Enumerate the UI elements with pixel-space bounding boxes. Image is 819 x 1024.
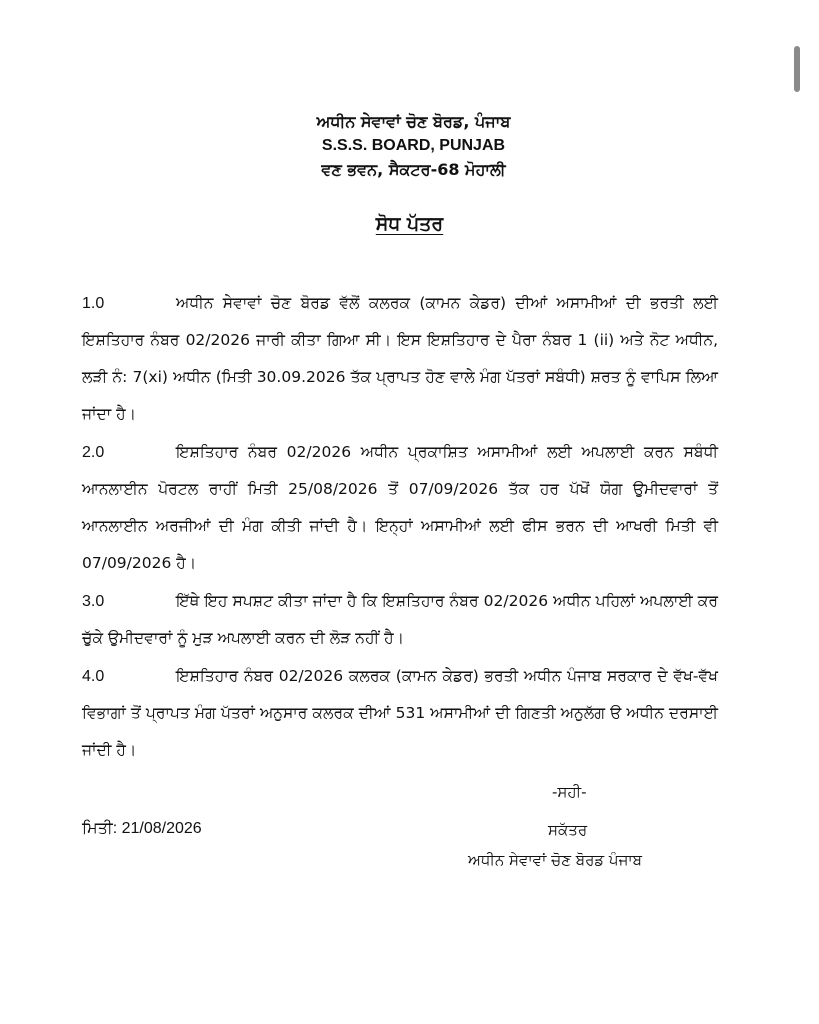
- letterhead: [0, 110, 819, 182]
- paragraph-text: ਇਸ਼ਤਿਹਾਰ ਨੰਬਰ 02/2026 ਕਲਰਕ (ਕਾਮਨ ਕੇਡਰ) ਭਰਤੀ ਅਧੀਨ ਪੰਜਾਬ ਸਰਕਾਰ ਦੇ ਵੱਖ-ਵੱਖ ਵਿਭਾਗਾਂ ਤੋਂ ਪ੍ਰਾਪਤ ਮੰਗ ਪੱਤਰਾਂ ਅਨੁਸਾਰ ਕਲਰਕ ਦੀਆਂ 531 ਅਸਾਮੀਆਂ ਦੀ ਗਿਣਤੀ ਅਨੁਲੱਗ ੳ ਅਧੀਨ ਦਰਸਾਈ ਜਾਂਦੀ ਹੈ।: [82, 667, 718, 759]
- paragraph-1: 1.0 ਅਧੀਨ ਸੇਵਾਵਾਂ ਚੋਣ ਬੋਰਡ ਵੱਲੋਂ ਕਲਰਕ (ਕਾਮਨ ਕੇਡਰ) ਦੀਆਂ ਅਸਾਮੀਆਂ ਦੀ ਭਰਤੀ ਲਈ ਇਸ਼ਤਿਹਾਰ ਨੰਬਰ 02/2026 ਜਾਰੀ ਕੀਤਾ ਗਿਆ ਸੀ। ਇਸ ਇਸ਼ਤਿਹਾਰ ਦੇ ਪੈਰਾ ਨੰਬਰ 1 (ii) ਅਤੇ ਨੋਟ ਅਧੀਨ, ਲੜੀ ਨੰ: 7(xi) ਅਧੀਨ (ਮਿਤੀ 30.09.2026 ਤੱਕ ਪ੍ਰਾਪਤ ਹੋਣ ਵਾਲੇ ਮੰਗ ਪੱਤਰਾਂ ਸਬੰਧੀ) ਸ਼ਰਤ ਨੂੰ ਵਾਪਿਸ ਲਿਆ ਜਾਂਦਾ ਹੈ।: [82, 294, 718, 423]
- document-title: [0, 210, 819, 238]
- paragraph-3: 3.0 ਇੱਥੇ ਇਹ ਸਪਸ਼ਟ ਕੀਤਾ ਜਾਂਦਾ ਹੈ ਕਿ ਇਸ਼ਤਿਹਾਰ ਨੰਬਰ 02/2026 ਅਧੀਨ ਪਹਿਲਾਂ ਅਪਲਾਈ ਕਰ ਚੁੱਕੇ ਉਮੀਦਵਾਰਾਂ ਨੂੰ ਮੁੜ ਅਪਲਾਈ ਕਰਨ ਦੀ ਲੋੜ ਨਹੀਂ ਹੈ।: [82, 592, 718, 647]
- paragraph-text: ਇਸ਼ਤਿਹਾਰ ਨੰਬਰ 02/2026 ਅਧੀਨ ਪ੍ਰਕਾਸ਼ਿਤ ਅਸਾਮੀਆਂ ਲਈ ਅਪਲਾਈ ਕਰਨ ਸਬੰਧੀ ਆਨਲਾਈਨ ਪੋਰਟਲ ਰਾਹੀਂ ਮਿਤੀ 25/08/2026 ਤੋਂ 07/09/2026 ਤੱਕ ਹਰ ਪੱਖੋਂ ਯੋਗ ਉਮੀਦਵਾਰਾਂ ਤੋਂ ਆਨਲਾਈਨ ਅਰਜੀਆਂ ਦੀ ਮੰਗ ਕੀਤੀ ਜਾਂਦੀ ਹੈ। ਇਨ੍ਹਾਂ ਅਸਾਮੀਆਂ ਲਈ ਫੀਸ ਭਰਨ ਦੀ ਆਖਰੀ ਮਿਤੀ ਵੀ 07/09/2026 ਹੈ।: [82, 443, 718, 572]
- signatory-designation: ਸਕੱਤਰ: [548, 821, 588, 839]
- signatory-board: ਅਧੀਨ ਸੇਵਾਵਾਂ ਚੋਣ ਬੋਰਡ ਪੰਜਾਬ: [468, 851, 643, 869]
- letterhead-board-name-english: S.S.S. BOARD, PUNJAB: [321, 137, 506, 154]
- document-title-text: ਸੋਧ ਪੱਤਰ: [375, 213, 444, 235]
- issue-date: ਮਿਤੀ: 21/08/2026: [82, 820, 202, 837]
- scrollbar[interactable]: [794, 46, 800, 92]
- paragraph-text: ਅਧੀਨ ਸੇਵਾਵਾਂ ਚੋਣ ਬੋਰਡ ਵੱਲੋਂ ਕਲਰਕ (ਕਾਮਨ ਕੇਡਰ) ਦੀਆਂ ਅਸਾਮੀਆਂ ਦੀ ਭਰਤੀ ਲਈ ਇਸ਼ਤਿਹਾਰ ਨੰਬਰ 02/2026 ਜਾਰੀ ਕੀਤਾ ਗਿਆ ਸੀ। ਇਸ ਇਸ਼ਤਿਹਾਰ ਦੇ ਪੈਰਾ ਨੰਬਰ 1 (ii) ਅਤੇ ਨੋਟ ਅਧੀਨ, ਲੜੀ ਨੰ: 7(xi) ਅਧੀਨ (ਮਿਤੀ 30.09.2026 ਤੱਕ ਪ੍ਰਾਪਤ ਹੋਣ ਵਾਲੇ ਮੰਗ ਪੱਤਰਾਂ ਸਬੰਧੀ) ਸ਼ਰਤ ਨੂੰ ਵਾਪਿਸ ਲਿਆ ਜਾਂਦਾ ਹੈ।: [82, 294, 718, 423]
- paragraph-4: 4.0 ਇਸ਼ਤਿਹਾਰ ਨੰਬਰ 02/2026 ਕਲਰਕ (ਕਾਮਨ ਕੇਡਰ) ਭਰਤੀ ਅਧੀਨ ਪੰਜਾਬ ਸਰਕਾਰ ਦੇ ਵੱਖ-ਵੱਖ ਵਿਭਾਗਾਂ ਤੋਂ ਪ੍ਰਾਪਤ ਮੰਗ ਪੱਤਰਾਂ ਅਨੁਸਾਰ ਕਲਰਕ ਦੀਆਂ 531 ਅਸਾਮੀਆਂ ਦੀ ਗਿਣਤੀ ਅਨੁਲੱਗ ੳ ਅਧੀਨ ਦਰਸਾਈ ਜਾਂਦੀ ਹੈ।: [82, 667, 718, 759]
- paragraph-2: 2.0 ਇਸ਼ਤਿਹਾਰ ਨੰਬਰ 02/2026 ਅਧੀਨ ਪ੍ਰਕਾਸ਼ਿਤ ਅਸਾਮੀਆਂ ਲਈ ਅਪਲਾਈ ਕਰਨ ਸਬੰਧੀ ਆਨਲਾਈਨ ਪੋਰਟਲ ਰਾਹੀਂ ਮਿਤੀ 25/08/2026 ਤੋਂ 07/09/2026 ਤੱਕ ਹਰ ਪੱਖੋਂ ਯੋਗ ਉਮੀਦਵਾਰਾਂ ਤੋਂ ਆਨਲਾਈਨ ਅਰਜੀਆਂ ਦੀ ਮੰਗ ਕੀਤੀ ਜਾਂਦੀ ਹੈ। ਇਨ੍ਹਾਂ ਅਸਾਮੀਆਂ ਲਈ ਫੀਸ ਭਰਨ ਦੀ ਆਖਰੀ ਮਿਤੀ ਵੀ 07/09/2026 ਹੈ।: [82, 443, 718, 572]
- letterhead-address: ਵਣ ਭਵਨ, ਸੈਕਟਰ-68 ਮੋਹਾਲੀ: [321, 160, 506, 179]
- letterhead-board-name-punjabi: ਅਧੀਨ ਸੇਵਾਵਾਂ ਚੋਣ ਬੋਰਡ, ਪੰਜਾਬ: [316, 112, 511, 131]
- paragraph-text: ਇੱਥੇ ਇਹ ਸਪਸ਼ਟ ਕੀਤਾ ਜਾਂਦਾ ਹੈ ਕਿ ਇਸ਼ਤਿਹਾਰ ਨੰਬਰ 02/2026 ਅਧੀਨ ਪਹਿਲਾਂ ਅਪਲਾਈ ਕਰ ਚੁੱਕੇ ਉਮੀਦਵਾਰਾਂ ਨੂੰ ਮੁੜ ਅਪਲਾਈ ਕਰਨ ਦੀ ਲੋੜ ਨਹੀਂ ਹੈ।: [82, 592, 718, 647]
- signed-mark: -ਸਹੀ-: [552, 783, 587, 801]
